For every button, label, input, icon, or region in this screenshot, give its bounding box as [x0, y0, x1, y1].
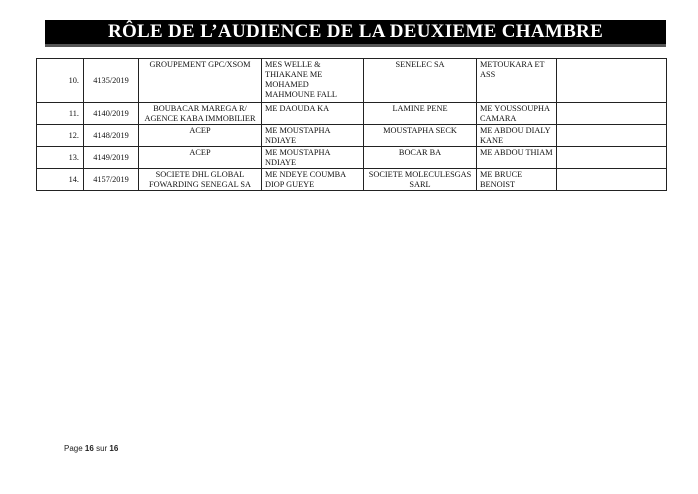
footer-current-page: 16	[84, 444, 94, 453]
lawyer-2: METOUKARA ET ASS	[477, 59, 557, 103]
party-2: MOUSTAPHA SECK	[364, 125, 477, 147]
table-row	[37, 147, 667, 169]
party-1: GROUPEMENT GPC/XSOM	[139, 59, 262, 103]
row-number: 14.	[37, 169, 84, 191]
lawyer-2: ME BRUCE BENOIST	[477, 169, 557, 191]
party-2: LAMINE PENE	[364, 103, 477, 125]
lawyer-2: ME ABDOU DIALY KANE	[477, 125, 557, 147]
lawyer-1: ME DAOUDA KA	[262, 103, 364, 125]
party-2: BOCAR BA	[364, 147, 477, 169]
extra-cell	[557, 125, 667, 147]
case-number: 4157/2019	[84, 169, 139, 191]
page-footer	[64, 444, 118, 453]
case-number: 4148/2019	[84, 125, 139, 147]
table-row	[37, 169, 667, 191]
table-row	[37, 125, 667, 147]
case-number: 4140/2019	[84, 103, 139, 125]
table-row	[37, 103, 667, 125]
page-title: RÔLE DE L’AUDIENCE DE LA DEUXIEME CHAMBRE	[107, 21, 604, 42]
party-2: SOCIETE MOLECULESGAS SARL	[364, 169, 477, 191]
row-number: 10.	[37, 59, 84, 103]
party-2: SENELEC SA	[364, 59, 477, 103]
party-1: ACEP	[139, 125, 262, 147]
case-number: 4135/2019	[84, 59, 139, 103]
extra-cell	[557, 169, 667, 191]
party-1: BOUBACAR MAREGA R/ AGENCE KABA IMMOBILIER	[139, 103, 262, 125]
footer-separator: sur	[96, 444, 108, 453]
table-row	[37, 59, 667, 103]
extra-cell	[557, 147, 667, 169]
party-1: ACEP	[139, 147, 262, 169]
party-1: SOCIETE DHL GLOBAL FOWARDING SENEGAL SA	[139, 169, 262, 191]
extra-cell	[557, 103, 667, 125]
row-number: 12.	[37, 125, 84, 147]
footer-total-pages: 16	[109, 444, 119, 453]
extra-cell	[557, 59, 667, 103]
lawyer-2: ME ABDOU THIAM	[477, 147, 557, 169]
lawyer-1: ME MOUSTAPHA NDIAYE	[262, 125, 364, 147]
lawyer-1: ME NDEYE COUMBA DIOP GUEYE	[262, 169, 364, 191]
lawyer-2: ME YOUSSOUPHA CAMARA	[477, 103, 557, 125]
lawyer-1: ME MOUSTAPHA NDIAYE	[262, 147, 364, 169]
lawyer-1: MES WELLE & THIAKANE ME MOHAMED MAHMOUNE FALL	[262, 59, 364, 103]
row-number: 13.	[37, 147, 84, 169]
footer-prefix: Page	[64, 444, 83, 453]
row-number: 11.	[37, 103, 84, 125]
hearing-table	[36, 58, 667, 191]
case-number: 4149/2019	[84, 147, 139, 169]
title-banner	[45, 20, 666, 47]
